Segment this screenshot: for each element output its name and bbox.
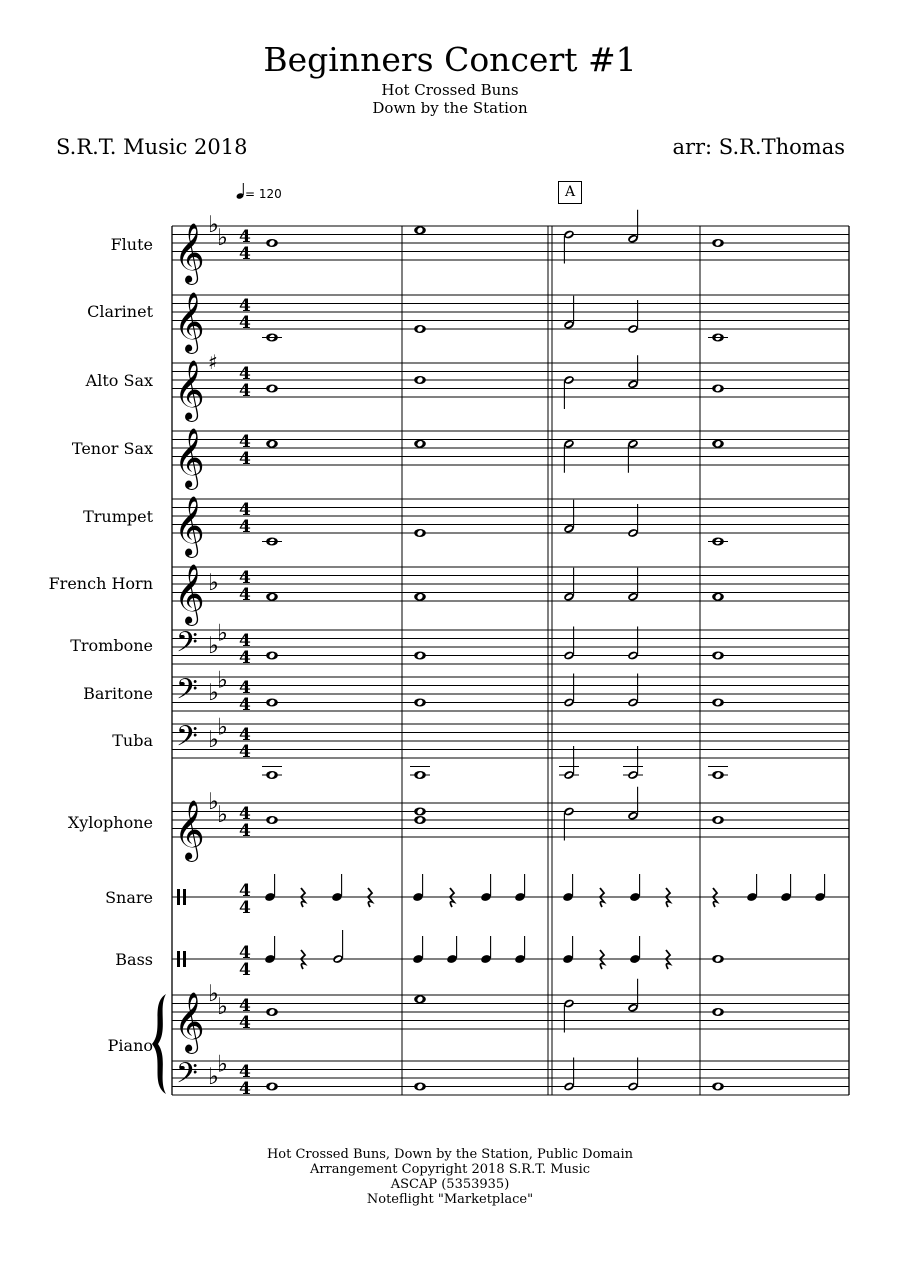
clefs: [174, 223, 205, 1097]
flat-icon: ♭: [208, 727, 219, 753]
percussion-clef-icon: [177, 889, 180, 905]
treble-clef-icon: 𝄞: [174, 800, 205, 860]
bass-clef-icon: 𝄢: [176, 626, 198, 666]
flat-icon: ♭: [217, 993, 228, 1020]
instrument-label-flute: Flute: [110, 235, 153, 254]
time-signatures: [239, 227, 251, 1099]
instrument-label-trombone: Trombone: [70, 636, 153, 655]
time-signature-top: 4: [239, 568, 251, 588]
time-signature-top: 4: [239, 804, 251, 824]
treble-clef-icon: 𝄞: [174, 360, 205, 420]
time-signature-top: 4: [239, 631, 251, 651]
flat-icon: ♭: [208, 633, 219, 659]
flat-icon: ♭: [217, 801, 228, 828]
bass-clef-icon: 𝄢: [176, 720, 198, 760]
time-signature-bottom: 4: [239, 381, 251, 401]
flat-icon: ♭: [208, 212, 219, 238]
instrument-label-piano: Piano: [107, 1036, 153, 1055]
time-signature-top: 4: [239, 996, 251, 1016]
footer-line-1: Hot Crossed Buns, Down by the Station, Public Domain: [266, 1147, 634, 1162]
treble-clef-icon: 𝄞: [174, 496, 205, 556]
instrument-label-french-horn: French Horn: [48, 574, 153, 593]
percussion-clef-icon: [183, 889, 186, 905]
flat-icon: ♭: [217, 1051, 228, 1078]
flat-icon: ♭: [208, 789, 219, 815]
instrument-label-clarinet: Clarinet: [87, 302, 153, 321]
arranger-credit: arr: S.R.Thomas: [672, 135, 845, 159]
instrument-label-alto-sax: Alto Sax: [85, 371, 153, 390]
instrument-label-trumpet: Trumpet: [83, 507, 153, 526]
time-signature-top: 4: [239, 296, 251, 316]
time-signature-bottom: 4: [239, 648, 251, 668]
treble-clef-icon: 𝄞: [174, 223, 205, 283]
flat-icon: ♭: [208, 570, 219, 596]
treble-clef-icon: 𝄞: [174, 428, 205, 488]
instrument-label-tenor-sax: Tenor Sax: [71, 439, 153, 458]
treble-clef-icon: 𝄞: [174, 992, 205, 1052]
time-signature-bottom: 4: [239, 960, 251, 980]
footer-line-3: ASCAP (5353935): [390, 1177, 510, 1192]
subtitle-song-1: Hot Crossed Buns: [381, 81, 519, 99]
time-signature-top: 4: [239, 725, 251, 745]
piano-brace-icon: [152, 994, 166, 1094]
flat-icon: ♭: [217, 224, 228, 251]
barlines: [172, 226, 849, 1095]
time-signature-top: 4: [239, 364, 251, 384]
flat-icon: ♭: [208, 680, 219, 706]
time-signature-top: 4: [239, 881, 251, 901]
time-signature-bottom: 4: [239, 517, 251, 537]
flat-icon: ♭: [217, 620, 228, 647]
treble-clef-icon: 𝄞: [174, 292, 205, 352]
time-signature-bottom: 4: [239, 695, 251, 715]
staff-lines: [172, 226, 849, 1095]
time-signature-bottom: 4: [239, 585, 251, 605]
time-signature-bottom: 4: [239, 1013, 251, 1033]
instrument-label-snare: Snare: [105, 888, 153, 907]
copyright-footer: [0, 1147, 900, 1207]
time-signature-top: 4: [239, 227, 251, 247]
instrument-label-tuba: Tuba: [112, 731, 153, 750]
time-signature-bottom: 4: [239, 313, 251, 333]
time-signature-bottom: 4: [239, 898, 251, 918]
time-signature-bottom: 4: [239, 1079, 251, 1099]
tempo-quarter-note-icon: [236, 183, 245, 200]
time-signature-bottom: 4: [239, 821, 251, 841]
time-signature-bottom: 4: [239, 742, 251, 762]
bass-clef-icon: 𝄢: [176, 1057, 198, 1097]
time-signature-top: 4: [239, 432, 251, 452]
percussion-clef-icon: [183, 951, 186, 967]
time-signature-top: 4: [239, 1062, 251, 1082]
flat-icon: ♭: [217, 714, 228, 741]
time-signature-top: 4: [239, 500, 251, 520]
sharp-icon: ♯: [208, 350, 218, 374]
time-signature-bottom: 4: [239, 244, 251, 264]
rehearsal-mark: A: [558, 181, 582, 204]
footer-line-2: Arrangement Copyright 2018 S.R.T. Music: [309, 1162, 591, 1177]
publisher-credit: S.R.T. Music 2018: [56, 135, 248, 159]
footer-line-4: Noteflight "Marketplace": [366, 1192, 534, 1207]
score-title: Beginners Concert #1: [263, 40, 637, 79]
flat-icon: ♭: [217, 667, 228, 694]
instrument-label-baritone: Baritone: [83, 684, 153, 703]
tempo-marking: = 120: [245, 187, 282, 201]
key-signatures: [208, 212, 228, 1090]
treble-clef-icon: 𝄞: [174, 564, 205, 624]
flat-icon: ♭: [208, 981, 219, 1007]
time-signature-top: 4: [239, 678, 251, 698]
time-signature-top: 4: [239, 943, 251, 963]
time-signature-bottom: 4: [239, 449, 251, 469]
instrument-label-bass: Bass: [115, 950, 153, 969]
subtitle-song-2: Down by the Station: [372, 99, 528, 117]
percussion-clef-icon: [177, 951, 180, 967]
flat-icon: ♭: [208, 1064, 219, 1090]
instrument-label-xylophone: Xylophone: [67, 813, 153, 832]
bass-clef-icon: 𝄢: [176, 673, 198, 713]
